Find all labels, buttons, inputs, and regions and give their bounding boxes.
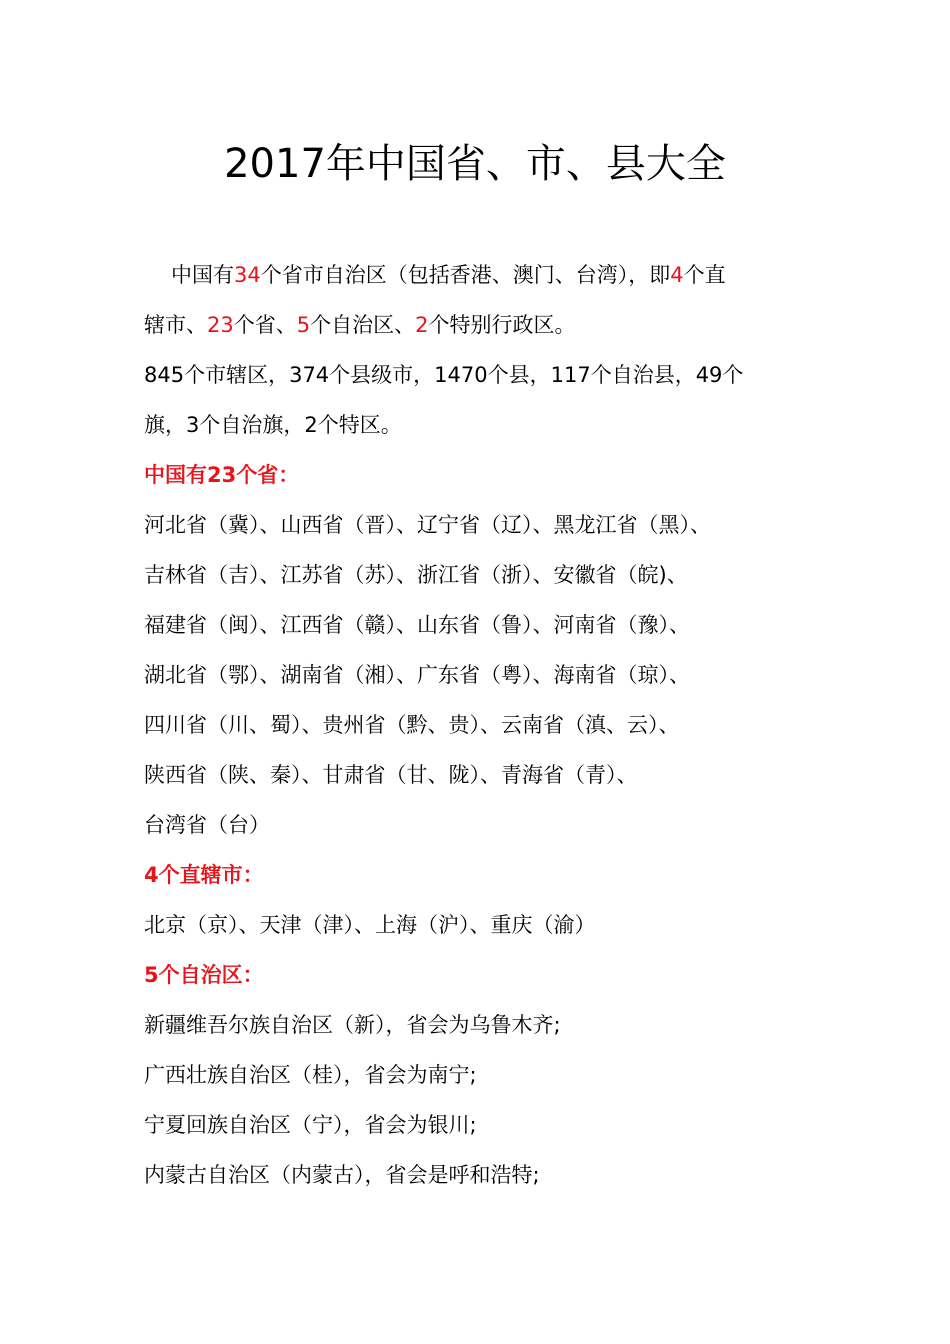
intro-line-2: [144, 300, 804, 350]
province-line: 陕西省（陕、秦）、甘肃省（甘、陇）、青海省（青）、: [144, 763, 638, 787]
page-title: 2017年中国省、市、县大全: [224, 141, 726, 187]
intro-line-4: 旗，3个自治旗，2个特区。: [144, 413, 402, 437]
intro-text: 个直: [683, 263, 726, 287]
municipalities-heading: 4个直辖市：: [144, 863, 264, 887]
count-provinces: 23: [207, 313, 234, 337]
intro-text: 中国有: [171, 263, 234, 287]
provinces-heading: 中国有23个省：: [144, 463, 300, 487]
autonomous-region-line: 内蒙古自治区（内蒙古），省会是呼和浩特;: [144, 1163, 540, 1187]
intro-line-3: 845个市辖区，374个县级市，1470个县，117个自治县，49个: [144, 363, 744, 387]
count-municipalities: 4: [670, 263, 684, 287]
autonomous-region-line: 广西壮族自治区（桂），省会为南宁;: [144, 1063, 477, 1087]
province-line: 河北省（冀）、山西省（晋）、辽宁省（辽）、黑龙江省（黑）、: [144, 513, 711, 537]
intro-text: 个特别行政区。: [428, 313, 576, 337]
document-body: [144, 250, 804, 1200]
autonomous-region-line: 宁夏回族自治区（宁），省会为银川;: [144, 1113, 477, 1137]
province-line: 台湾省（台）: [144, 813, 270, 837]
count-total: 34: [234, 263, 261, 287]
autonomous-regions-heading: 5个自治区：: [144, 963, 264, 987]
count-sar: 2: [415, 313, 429, 337]
intro-text: 辖市、: [144, 313, 207, 337]
intro-text: 个自治区、: [310, 313, 416, 337]
municipalities-line: 北京（京）、天津（津）、上海（沪）、重庆（渝）: [144, 913, 596, 937]
count-autonomous-regions: 5: [296, 313, 311, 337]
intro-line-1: [144, 250, 804, 300]
autonomous-region-line: 新疆维吾尔族自治区（新），省会为乌鲁木齐;: [144, 1013, 561, 1037]
province-line: 湖北省（鄂）、湖南省（湘）、广东省（粤）、海南省（琼）、: [144, 663, 690, 687]
province-line: 吉林省（吉）、江苏省（苏）、浙江省（浙）、安徽省（皖)、: [144, 563, 688, 587]
province-line: 福建省（闽）、江西省（赣）、山东省（鲁）、河南省（豫）、: [144, 613, 690, 637]
intro-text: 个省市自治区（包括香港、澳门、台湾），即: [260, 263, 671, 287]
intro-text: 个省、: [233, 313, 297, 337]
province-line: 四川省（川、蜀）、贵州省（黔、贵）、云南省（滇、云）、: [144, 713, 680, 737]
